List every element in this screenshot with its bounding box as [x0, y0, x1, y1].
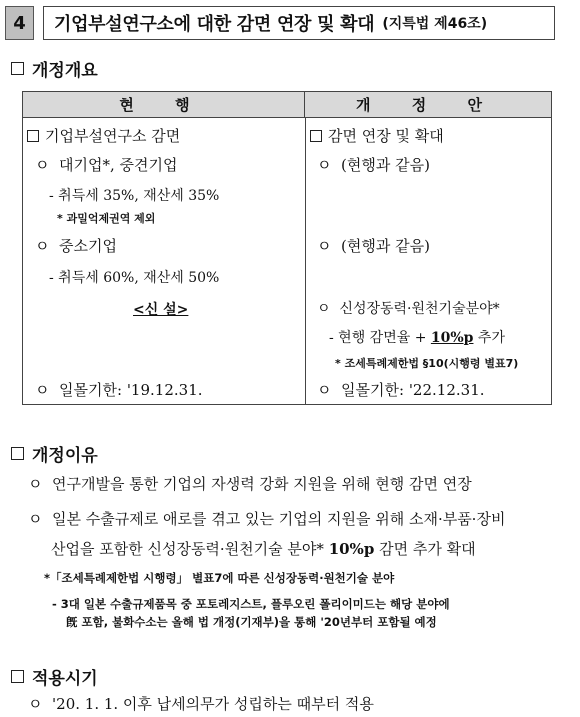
current-deadline-text: 일몰기한: '19.12.31. — [59, 381, 203, 399]
revised-rate-prefix: - 현행 감면율 + — [329, 330, 431, 346]
revised-item2: ㅇ (현행과 같음) — [317, 237, 430, 255]
overview-heading-text: 개정개요 — [32, 61, 98, 81]
reason-note-1: *「조세특례제한법 시행령」 별표7에 따른 신성장동력·원천기술 분야 — [44, 571, 395, 585]
title-box — [43, 6, 555, 40]
reason-heading — [11, 441, 98, 466]
current-item1-rate: - 취득세 35%, 재산세 35% — [49, 188, 220, 204]
reason-note-2-cont: 旣 포함, 불화수소는 올해 법 개정(기재부)을 통해 '20년부터 포함될 예정 — [66, 615, 437, 629]
revised-title-text: 감면 연장 및 확대 — [328, 127, 444, 145]
checkbox-square-icon — [11, 670, 24, 683]
overview-heading — [11, 56, 98, 81]
reason-bullet-2-cont — [51, 538, 476, 559]
apply-heading-text: 적용시기 — [32, 669, 98, 689]
current-title-text: 기업부설연구소 감면 — [45, 127, 181, 145]
revised-item3-rate — [329, 327, 505, 347]
current-item2-text: 중소기업 — [59, 237, 117, 255]
checkbox-square-icon — [310, 130, 322, 142]
reason-bullet-2-cont-c: 감면 추가 확대 — [374, 540, 476, 558]
revised-deadline: ㅇ 일몰기한: '22.12.31. — [317, 381, 485, 399]
table-header-current: 현 행 — [23, 92, 305, 118]
revised-rate-suffix: 추가 — [473, 330, 505, 346]
checkbox-square-icon — [11, 447, 24, 460]
apply-bullet-1: ㅇ '20. 1. 1. 이후 납세의무가 성립하는 때부터 적용 — [28, 695, 374, 713]
reason-bullet-2-emph: 10%p — [328, 540, 375, 558]
revised-item2-text: (현행과 같음) — [341, 237, 430, 255]
revised-title — [310, 125, 444, 146]
checkbox-square-icon — [11, 62, 24, 75]
reason-bullet-1: ㅇ 연구개발을 통한 기업의 자생력 강화 지원을 위해 현행 감면 연장 — [28, 475, 472, 493]
current-item1-text: 대기업*, 중견기업 — [59, 156, 178, 174]
page-title: 기업부설연구소에 대한 감면 연장 및 확대 — [54, 14, 375, 35]
law-reference: (지특법 제46조) — [382, 16, 488, 32]
reason-bullet-2-cont-a: 산업을 포함한 신성장동력·원천기술 분야* — [51, 540, 329, 558]
checkbox-square-icon — [27, 130, 39, 142]
revised-item3: ㅇ 신성장동력·원천기술분야* — [317, 301, 500, 317]
table-header-revised: 개 정 안 — [305, 92, 551, 118]
current-item1: ㅇ 대기업*, 중견기업 — [35, 156, 178, 174]
current-item2-rate: - 취득세 60%, 재산세 50% — [49, 270, 220, 286]
reason-bullet-2-text: 일본 수출규제로 애로를 겪고 있는 기업의 지원을 위해 소재·부품·장비 — [52, 510, 506, 528]
current-item1-note: * 과밀억제권역 제외 — [57, 212, 156, 225]
reason-bullet-1-text: 연구개발을 통한 기업의 자생력 강화 지원을 위해 현행 감면 연장 — [52, 475, 472, 493]
section-header — [5, 6, 557, 40]
column-divider — [305, 118, 306, 405]
revised-rate-emphasis: 10%p — [430, 330, 474, 346]
revised-item3-note: * 조세특례제한법 §10(시행령 별표7) — [335, 357, 519, 370]
new-provision-label: <신 설> — [133, 302, 189, 318]
revised-item1: ㅇ (현행과 같음) — [317, 156, 430, 174]
current-deadline: ㅇ 일몰기한: '19.12.31. — [35, 381, 203, 399]
reason-bullet-2: ㅇ 일본 수출규제로 애로를 겪고 있는 기업의 지원을 위해 소재·부품·장비 — [28, 510, 506, 528]
comparison-table — [22, 91, 552, 405]
revised-item3-text: 신성장동력·원천기술분야* — [339, 301, 500, 317]
current-title — [27, 125, 180, 146]
current-item2: ㅇ 중소기업 — [35, 237, 117, 255]
revised-item1-text: (현행과 같음) — [341, 156, 430, 174]
reason-heading-text: 개정이유 — [32, 446, 98, 466]
reason-note-2: - 3대 일본 수출규제품목 중 포토레지스트, 플루오린 폴리이미드는 해당 분야에 — [52, 597, 450, 611]
apply-bullet-1-text: '20. 1. 1. 이후 납세의무가 성립하는 때부터 적용 — [52, 695, 374, 713]
apply-heading — [11, 664, 98, 689]
revised-deadline-text: 일몰기한: '22.12.31. — [341, 381, 485, 399]
section-number: 4 — [5, 6, 34, 40]
